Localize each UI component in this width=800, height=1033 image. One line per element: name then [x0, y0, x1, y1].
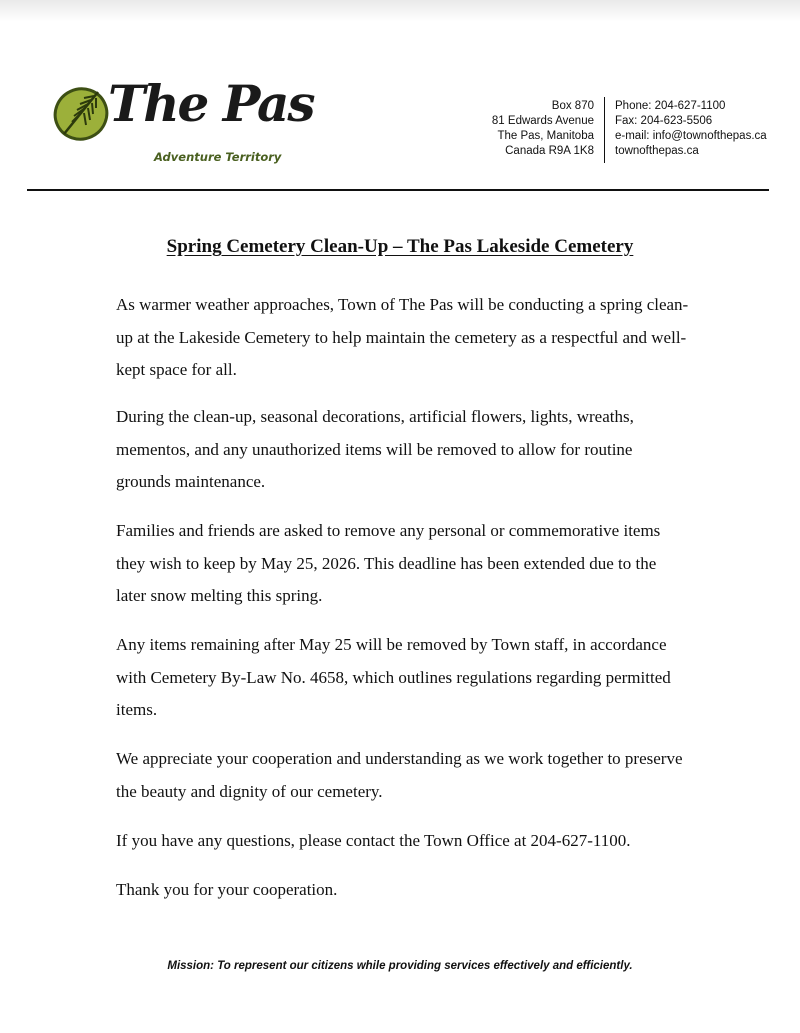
notice-paragraph: Families and friends are asked to remove any personal or commemorative items they wish to keep by May 25, 2026. This deadline has been extended due to the later snow melting this spring. [116, 521, 661, 605]
address-line: 81 Edwards Avenue [491, 115, 594, 127]
mission-statement: Mission: To represent our citizens while providing services effectively and efficiently. [167, 960, 633, 972]
town-logo [50, 74, 314, 172]
notice-title: Spring Cemetery Clean-Up – The Pas Lakeside Cemetery [166, 236, 634, 257]
notice-paragraph: Any items remaining after May 25 will be removed by Town staff, in accordance with Cemetery By-Law No. 4658, which outlines regulations regarding permitted items. [116, 635, 671, 719]
notice-paragraph: During the clean-up, seasonal decorations, artificial flowers, lights, wreaths, mementos, and any unauthorized items will be removed to allow for routine grounds maintenance. [116, 407, 634, 491]
mailing-address [492, 99, 594, 159]
address-line: Box 870 [551, 100, 594, 112]
email-address: e-mail: info@townofthepas.ca [615, 130, 767, 142]
fax-number: Fax: 204-623-5506 [615, 115, 713, 127]
letterhead-rule [27, 189, 769, 191]
address-line: The Pas, Manitoba [497, 130, 594, 142]
notice-paragraph: If you have any questions, please contact the Town Office at 204-627-1100. [116, 831, 631, 850]
website-address: townofthepas.ca [615, 145, 699, 157]
header-divider [604, 97, 605, 163]
logo-wordmark: The Pas [108, 74, 314, 133]
logo-tagline: Adventure Territory [154, 150, 282, 164]
notice-paragraph: Thank you for your cooperation. [116, 880, 338, 899]
page-top-shadow [0, 0, 800, 22]
phone-number: Phone: 204-627-1100 [615, 100, 726, 112]
notice-paragraph: We appreciate your cooperation and understanding as we work together to preserve the beauty and dignity of our cemetery. [116, 749, 683, 801]
notice-paragraph: As warmer weather approaches, Town of The Pas will be conducting a spring clean-up at the Lakeside Cemetery to help maintain the cemetery as a respectful and well-kept space for all. [116, 295, 689, 379]
leaf-emblem-icon [50, 80, 114, 144]
contact-info [615, 99, 767, 159]
address-line: Canada R9A 1K8 [505, 145, 594, 157]
